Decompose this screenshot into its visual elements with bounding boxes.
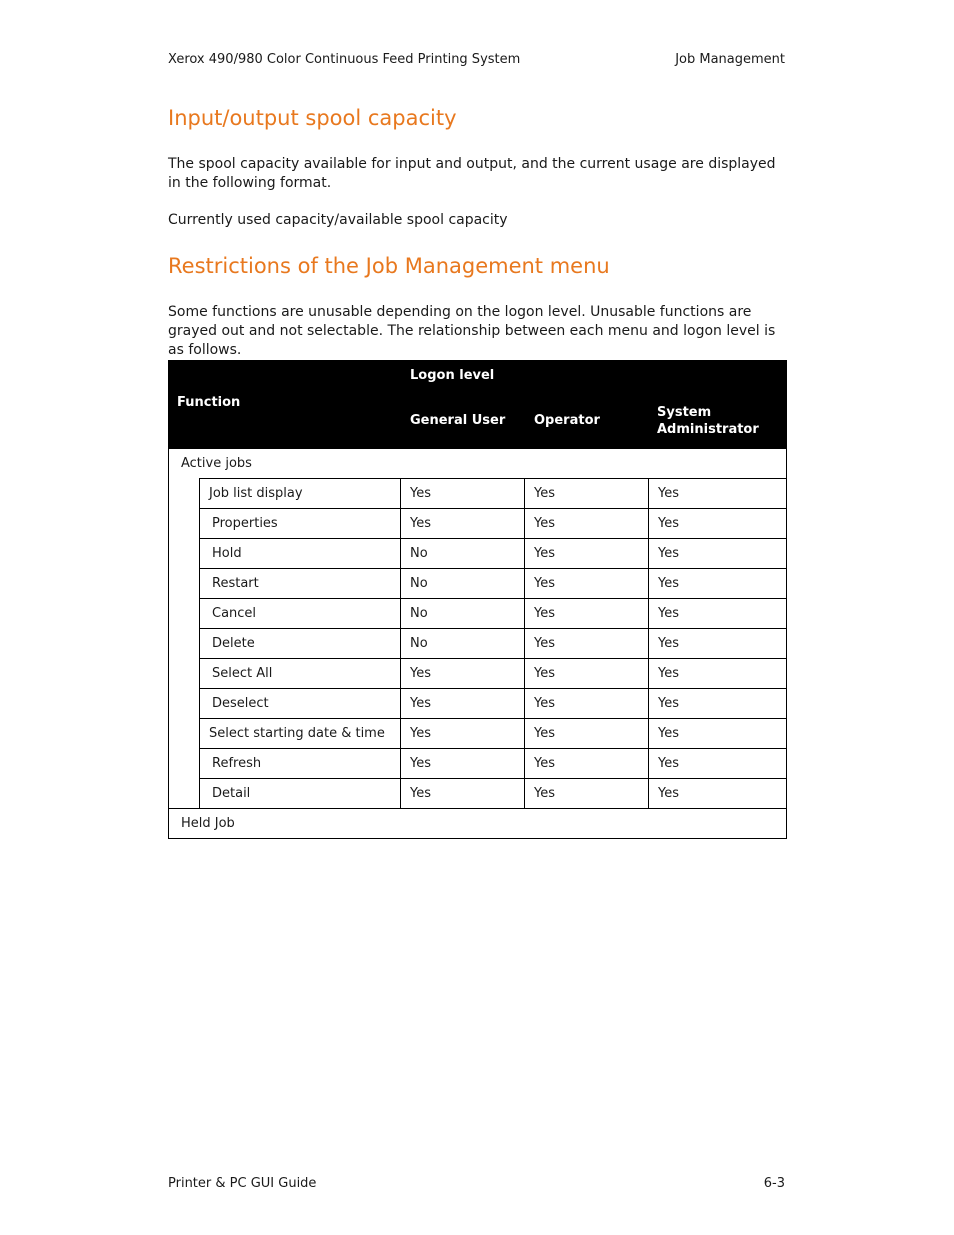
table-row — [199, 718, 786, 748]
table-header — [168, 360, 787, 449]
footer-guide-title: Printer & PC GUI Guide — [168, 1176, 317, 1191]
function-cell: Properties — [199, 509, 400, 538]
system-administrator-cell: Yes — [648, 599, 786, 628]
operator-cell: Yes — [524, 749, 648, 778]
general-user-cell: No — [400, 629, 524, 658]
function-cell: Hold — [199, 539, 400, 568]
running-header-chapter: Job Management — [675, 52, 785, 67]
system-administrator-cell: Yes — [648, 749, 786, 778]
system-administrator-cell: Yes — [648, 629, 786, 658]
function-cell: Job list display — [199, 479, 400, 508]
operator-cell: Yes — [524, 629, 648, 658]
operator-cell: Yes — [524, 719, 648, 748]
general-user-cell: No — [400, 599, 524, 628]
function-cell: Refresh — [199, 749, 400, 778]
table-body — [168, 449, 787, 839]
function-cell: Select starting date & time — [199, 719, 400, 748]
header-system-administrator: System Administrator — [657, 405, 759, 437]
function-cell: Restart — [199, 569, 400, 598]
general-user-cell: Yes — [400, 779, 524, 808]
group-active-jobs: Active jobs — [181, 456, 252, 471]
logon-restrictions-table — [168, 360, 787, 839]
table-row — [199, 748, 786, 778]
operator-cell: Yes — [524, 689, 648, 718]
operator-cell: Yes — [524, 779, 648, 808]
table-row — [199, 658, 786, 688]
general-user-cell: Yes — [400, 479, 524, 508]
active-jobs-rows — [199, 478, 786, 808]
system-administrator-cell: Yes — [648, 509, 786, 538]
operator-cell: Yes — [524, 479, 648, 508]
general-user-cell: No — [400, 539, 524, 568]
footer-page-number: 6-3 — [763, 1176, 785, 1191]
system-administrator-cell: Yes — [648, 689, 786, 718]
spool-capacity-format: Currently used capacity/available spool capacity — [168, 212, 508, 228]
running-header-title: Xerox 490/980 Color Continuous Feed Printing System — [168, 52, 521, 67]
group-held-job: Held Job — [169, 808, 786, 838]
table-row — [199, 568, 786, 598]
table-row — [199, 598, 786, 628]
section-heading-spool-capacity: Input/output spool capacity — [168, 106, 457, 130]
header-general-user: General User — [410, 413, 506, 428]
section-heading-restrictions: Restrictions of the Job Management menu — [168, 254, 610, 278]
general-user-cell: Yes — [400, 689, 524, 718]
function-cell: Select All — [199, 659, 400, 688]
function-cell: Deselect — [199, 689, 400, 718]
table-row — [199, 628, 786, 658]
table-row — [199, 508, 786, 538]
operator-cell: Yes — [524, 509, 648, 538]
table-row — [199, 479, 786, 508]
table-row — [199, 688, 786, 718]
operator-cell: Yes — [524, 539, 648, 568]
header-operator: Operator — [534, 413, 600, 428]
system-administrator-cell: Yes — [648, 719, 786, 748]
operator-cell: Yes — [524, 569, 648, 598]
general-user-cell: Yes — [400, 749, 524, 778]
function-cell: Cancel — [199, 599, 400, 628]
general-user-cell: Yes — [400, 719, 524, 748]
restrictions-description: Some functions are unusable depending on the logon level. Unusable functions are grayed out and not selectable. The relationship between each menu and logon level is as follows. — [168, 304, 776, 358]
general-user-cell: Yes — [400, 659, 524, 688]
system-administrator-cell: Yes — [648, 479, 786, 508]
operator-cell: Yes — [524, 659, 648, 688]
header-function: Function — [177, 395, 241, 410]
general-user-cell: No — [400, 569, 524, 598]
system-administrator-cell: Yes — [648, 659, 786, 688]
function-cell: Delete — [199, 629, 400, 658]
general-user-cell: Yes — [400, 509, 524, 538]
function-cell: Detail — [199, 779, 400, 808]
spool-capacity-description: The spool capacity available for input and output, and the current usage are displayed in the following format. — [168, 156, 776, 191]
system-administrator-cell: Yes — [648, 569, 786, 598]
table-row — [199, 538, 786, 568]
header-logon-level: Logon level — [410, 368, 495, 383]
system-administrator-cell: Yes — [648, 779, 786, 808]
system-administrator-cell: Yes — [648, 539, 786, 568]
operator-cell: Yes — [524, 599, 648, 628]
table-row — [199, 778, 786, 808]
